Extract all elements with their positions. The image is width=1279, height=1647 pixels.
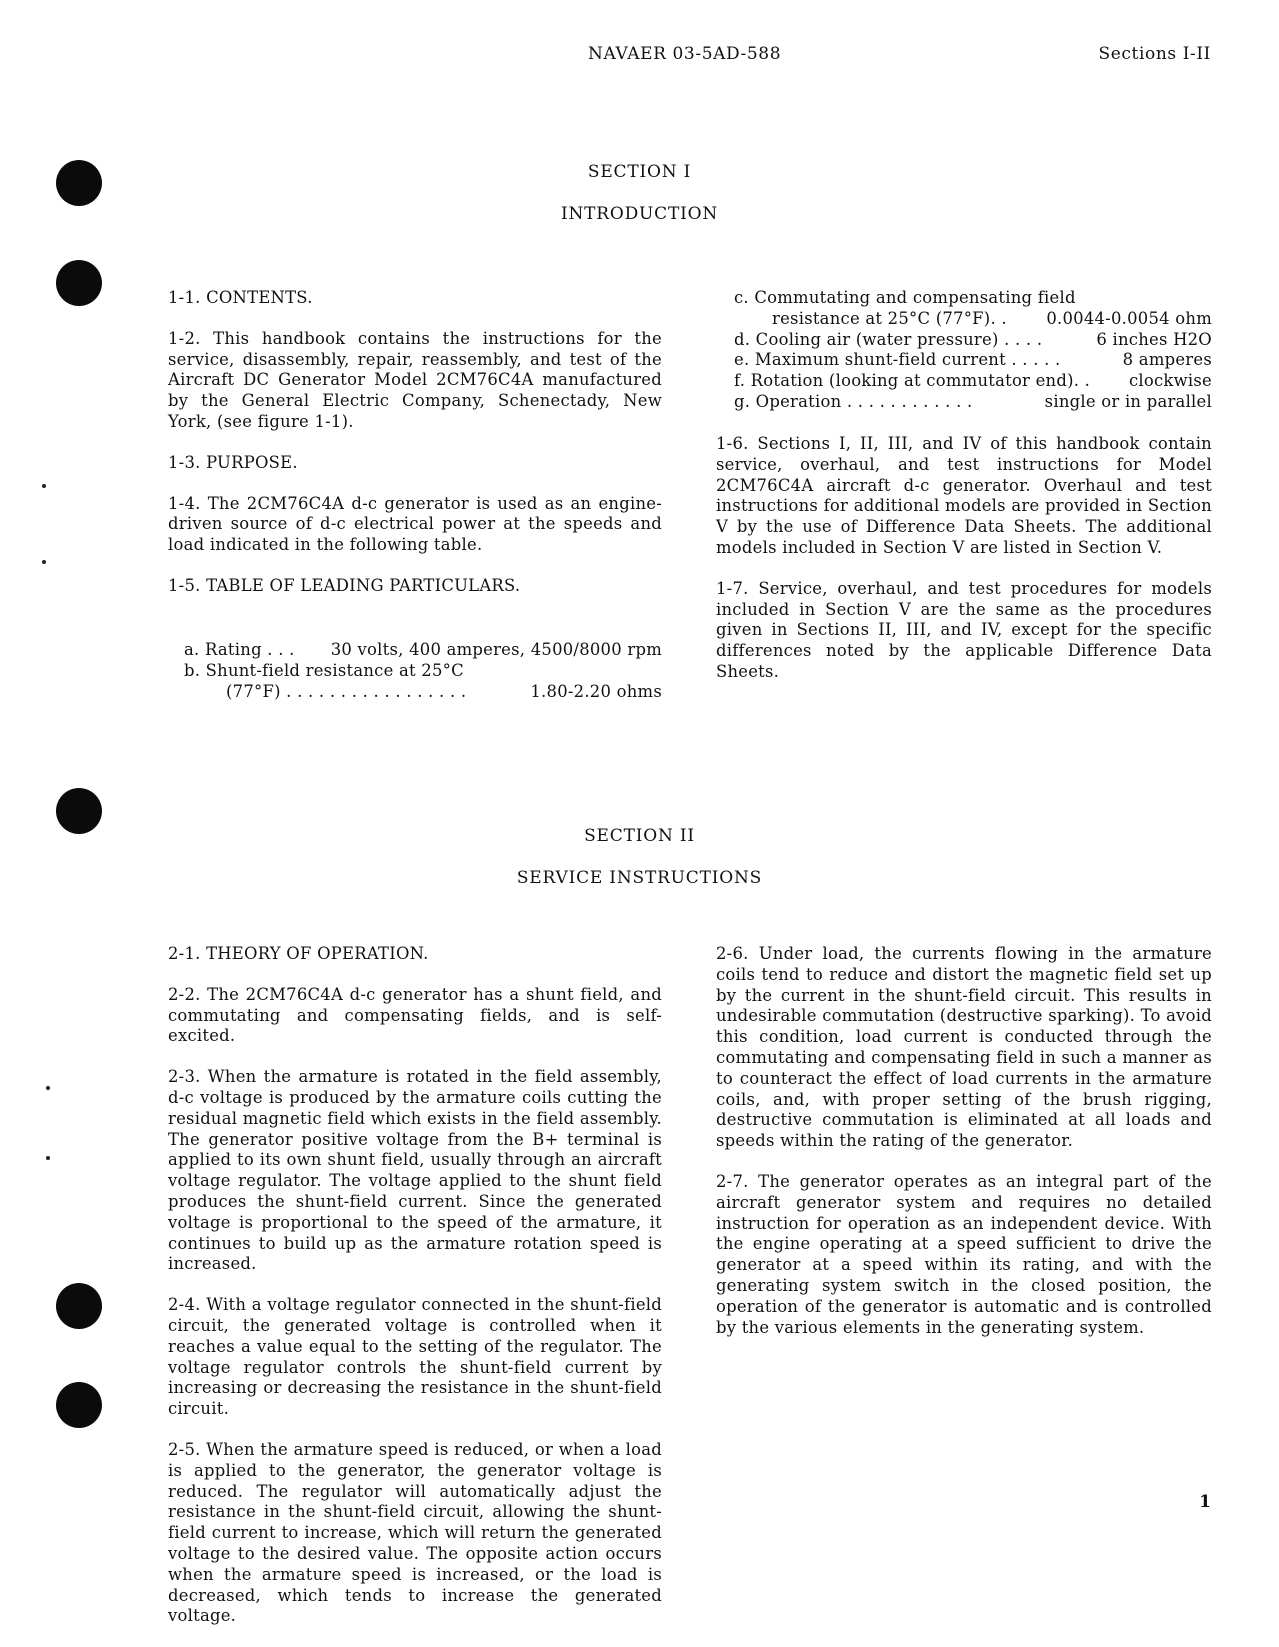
section-2-left-column [168, 944, 662, 1647]
paragraph-2-1: 2-1. THEORY OF OPERATION. [168, 944, 429, 963]
section-1-subtitle: INTRODUCTION [560, 204, 719, 224]
section-1-title: SECTION I [587, 162, 692, 182]
paragraph-2-4: 2-4. With a voltage regulator connected in the shunt-field circuit, the generated voltage is controlled when it reaches a value equal to the setting of the regulator. The voltage regulator controls the shunt-field current by increasing or decreasing the resistance in the shunt-field circuit. [168, 1295, 662, 1419]
particular-g: g. Operation . . . . . . . . . . . . single or in parallel [734, 391, 1212, 411]
margin-speck [46, 1156, 50, 1160]
margin-speck [42, 484, 46, 488]
page-number: 1 [1199, 1492, 1211, 1512]
margin-speck [46, 1086, 50, 1090]
paragraph-1-2: 1-2. This handbook contains the instructions for the service, disassembly, repair, reassembly, and test of the Aircraft DC Generator Model 2CM76C4A manufactured by the General Electric Company, Schenectady, New York, (see figure 1-1). [168, 328, 662, 431]
paragraph-1-1: 1-1. CONTENTS. [168, 288, 313, 307]
paragraph-2-3: 2-3. When the armature is rotated in the field assembly, d-c voltage is produced by the armature coils cutting the residual magnetic field which exists in the field assembly. The generator positive voltage from the B+ terminal is applied to its own shunt field, usually through an aircraft voltage regulator. The voltage applied to the shunt field produces the shunt-field current. Since the generated voltage is proportional to the speed of the armature, it continues to build up as the armature rotation speed is increased. [168, 1067, 662, 1274]
section-2-subtitle: SERVICE INSTRUCTIONS [516, 868, 763, 888]
particular-b-cont: (77°F) . . . . . . . . . . . . . . . . . 1.80-2.20 ohms [226, 681, 662, 701]
paragraph-2-2: 2-2. The 2CM76C4A d-c generator has a shunt field, and commutating and compensating fields, and is self-excited. [168, 984, 662, 1046]
paragraph-2-5: 2-5. When the armature speed is reduced, or when a load is applied to the generator, the generator voltage is reduced. The regulator will automatically adjust the resistance in the shunt-field circuit, allowing the shunt-field current to increase, which will return the generated voltage to the desired value. The opposite action occurs when the armature speed is increased, or the load is decreased, which tends to increase the generated voltage. [168, 1439, 662, 1626]
paragraph-2-6: 2-6. Under load, the currents flowing in the armature coils tend to reduce and distort the magnetic field set up by the current in the shunt-field circuit. This results in undesirable commutation (destructive sparking). To avoid this condition, load current is conducted through the commutating and compensating field in such a manner as to counteract the effect of load currents in the armature coils, and, with proper setting of the brush rigging, destructive commutation is eliminated at all loads and speeds within the rating of the generator. [716, 944, 1212, 1151]
section-1-right-column [716, 434, 1212, 703]
particulars-right [734, 288, 1212, 413]
section-range: Sections I-II [1098, 44, 1211, 64]
particular-f: f. Rotation (looking at commutator end). . clockwise [734, 371, 1212, 391]
binder-hole [56, 260, 102, 306]
particular-a: a. Rating . . . 30 volts, 400 amperes, 4500/8000 rpm [184, 640, 662, 659]
paragraph-1-3: 1-3. PURPOSE. [168, 452, 298, 472]
paragraph-1-4: 1-4. The 2CM76C4A d-c generator is used as an engine-driven source of d-c electrical power at the speeds and load indicated in the following table. [168, 493, 662, 555]
margin-speck [42, 560, 46, 564]
paragraph-1-7: 1-7. Service, overhaul, and test procedures for models included in Section V are the same as the procedures given in Sections II, III, and IV, except for the specific differences noted by the applicable Difference Data Sheets. [716, 578, 1212, 681]
paragraph-2-7: 2-7. The generator operates as an integral part of the aircraft generator system and requires no detailed instruction for operation as an independent device. With the engine operating at a speed sufficient to drive the generator at a speed within its rating, and with the generating system switch in the closed position, the operation of the generator is automatic and is controlled by the various elements in the generating system. [716, 1171, 1212, 1337]
paragraph-1-5: 1-5. TABLE OF LEADING PARTICULARS. [168, 575, 521, 595]
paragraph-1-6: 1-6. Sections I, II, III, and IV of this handbook contain service, overhaul, and test instructions for Model 2CM76C4A aircraft d-c generator. Overhaul and test instructions for additional models are provided in Section V by the use of Difference Data Sheets. The additional models included in Section V are listed in Section V. [716, 434, 1212, 557]
particular-b: b. Shunt-field resistance at 25°C [184, 660, 464, 680]
document-number: NAVAER 03-5AD-588 [588, 44, 782, 64]
particular-e: e. Maximum shunt-field current . . . . . 8 amperes [734, 350, 1212, 370]
binder-hole [56, 1283, 102, 1329]
section-2-title: SECTION II [584, 826, 695, 846]
binder-hole [56, 1382, 102, 1428]
particular-c-cont: resistance at 25°C (77°F). . 0.0044-0.0054 ohm [772, 308, 1212, 328]
section-1-left-column [168, 288, 662, 617]
particulars-left [184, 640, 662, 702]
particular-d: d. Cooling air (water pressure) . . . . 6 inches H2O [734, 329, 1212, 349]
section-2-right-column [716, 944, 1212, 1358]
particular-c: c. Commutating and compensating field [734, 288, 1076, 307]
